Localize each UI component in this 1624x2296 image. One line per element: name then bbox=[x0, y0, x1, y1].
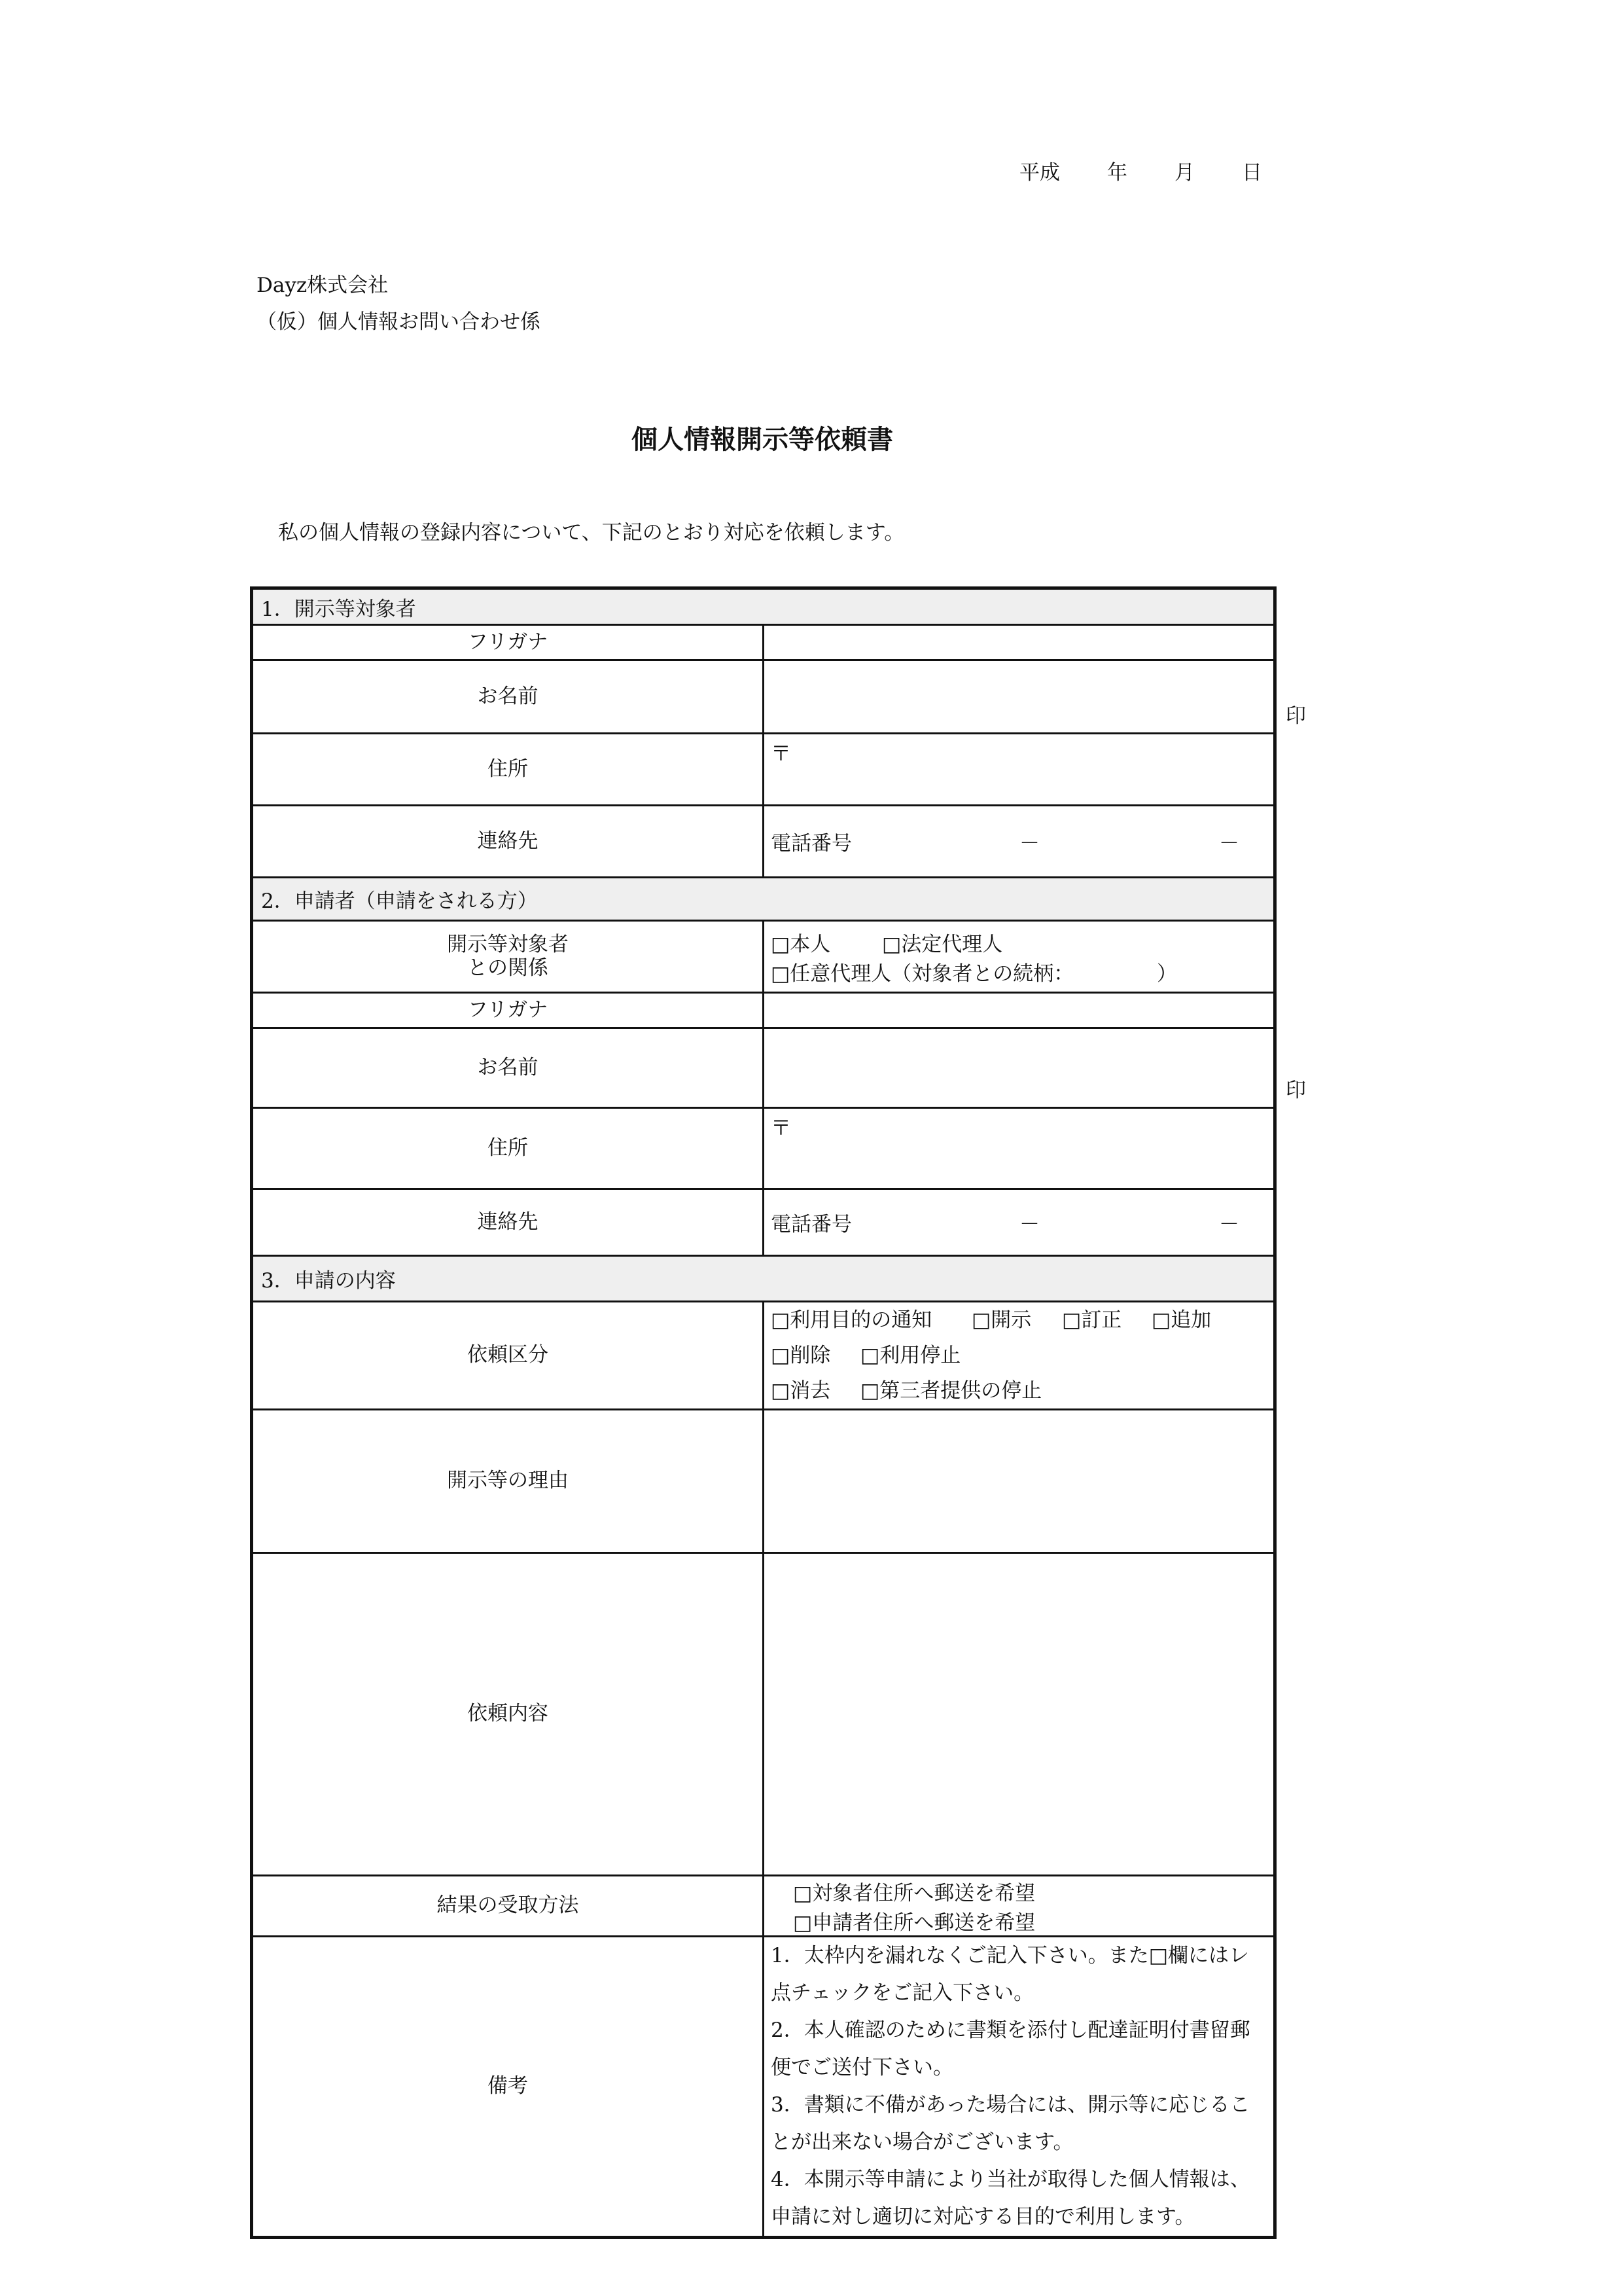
note-1: 1．太枠内を漏れなくご記入下さい。また□欄にはレ点チェックをご記入下さい。 bbox=[771, 1944, 1250, 2005]
applicant-furigana-label: フリガナ bbox=[252, 993, 764, 1028]
reason-label: 開示等の理由 bbox=[252, 1410, 764, 1553]
relation-row bbox=[252, 921, 1275, 993]
content-label: 依頼内容 bbox=[252, 1553, 764, 1876]
target-phone-label: 電話番号 bbox=[771, 832, 852, 855]
target-furigana-label: フリガナ bbox=[252, 625, 764, 660]
section-2-header bbox=[252, 878, 1275, 921]
company-name: Dayz株式会社 bbox=[256, 274, 389, 297]
reason-field[interactable] bbox=[764, 1410, 1275, 1553]
department-name: （仮）個人情報お問い合わせ係 bbox=[256, 310, 540, 334]
request-type-label: 依頼区分 bbox=[252, 1302, 764, 1410]
request-disclosure-checkbox[interactable]: □開示 bbox=[972, 1308, 1032, 1332]
target-phone-dash-1: － bbox=[1019, 832, 1040, 855]
request-third-party-stop-checkbox[interactable]: □第三者提供の停止 bbox=[860, 1379, 1042, 1403]
target-postal-mark: 〒 bbox=[771, 742, 791, 766]
applicant-furigana-field[interactable] bbox=[764, 993, 1275, 1028]
applicant-name-row bbox=[252, 1028, 1275, 1108]
relation-close-paren: ） bbox=[1157, 961, 1177, 986]
relation-label bbox=[252, 921, 764, 993]
request-options-line-1 bbox=[771, 1302, 1267, 1373]
receipt-applicant-address-checkbox[interactable]: □申請者住所へ郵送を希望 bbox=[793, 1911, 1036, 1935]
target-contact-label: 連絡先 bbox=[252, 806, 764, 878]
date-day: 日 bbox=[1242, 161, 1262, 185]
target-furigana-field[interactable] bbox=[764, 625, 1275, 660]
request-purpose-notice-checkbox[interactable]: □利用目的の通知 bbox=[771, 1308, 932, 1332]
note-3: 3．書類に不備があった場合には、開示等に応じることが出来ない場合がございます。 bbox=[771, 2093, 1250, 2154]
date-month: 月 bbox=[1174, 161, 1195, 185]
applicant-address-field[interactable] bbox=[764, 1108, 1275, 1189]
relation-options bbox=[764, 921, 1275, 993]
section-1-header bbox=[252, 588, 1275, 625]
intro-text: 私の個人情報の登録内容について、下記のとおり対応を依頼します。 bbox=[278, 521, 905, 545]
target-contact-field[interactable] bbox=[764, 806, 1275, 878]
note-4: 4．本開示等申請により当社が取得した個人情報は、申請に対し適切に対応する目的で利用します。 bbox=[771, 2168, 1250, 2229]
request-correction-checkbox[interactable]: □訂正 bbox=[1062, 1308, 1122, 1332]
target-address-row bbox=[252, 734, 1275, 806]
request-type-options bbox=[764, 1302, 1275, 1410]
content-row bbox=[252, 1553, 1275, 1876]
applicant-furigana-row bbox=[252, 993, 1275, 1028]
applicant-address-row bbox=[252, 1108, 1275, 1189]
section-2-heading: 2．申請者（申請をされる方） bbox=[252, 878, 1275, 921]
applicant-contact-label: 連絡先 bbox=[252, 1189, 764, 1256]
receipt-method-row bbox=[252, 1876, 1275, 1937]
applicant-name-field[interactable] bbox=[764, 1028, 1306, 1108]
target-address-label: 住所 bbox=[252, 734, 764, 806]
applicant-phone-dash-1: － bbox=[1019, 1213, 1040, 1236]
section-3-header bbox=[252, 1256, 1275, 1302]
target-seal-mark: 印 bbox=[1286, 704, 1306, 728]
target-phone-dash-2: － bbox=[1219, 832, 1239, 855]
notes-content bbox=[764, 1937, 1275, 2238]
section-1-heading: 1．開示等対象者 bbox=[252, 588, 1275, 625]
date-era: 平成 bbox=[1019, 161, 1060, 185]
applicant-name-label: お名前 bbox=[252, 1028, 764, 1108]
relation-legal-checkbox[interactable]: □法定代理人 bbox=[882, 932, 1003, 956]
note-2: 2．本人確認のために書類を添付し配達証明付書留郵便でご送付下さい。 bbox=[771, 2018, 1250, 2079]
reason-row bbox=[252, 1410, 1275, 1553]
applicant-phone-label: 電話番号 bbox=[771, 1213, 852, 1236]
applicant-phone-dash-2: － bbox=[1219, 1213, 1239, 1236]
relation-self-checkbox[interactable]: □本人 bbox=[771, 932, 831, 956]
notes-row bbox=[252, 1937, 1275, 2238]
content-field[interactable] bbox=[764, 1553, 1275, 1876]
applicant-contact-field[interactable] bbox=[764, 1189, 1275, 1256]
relation-voluntary-checkbox[interactable]: □任意代理人（対象者との続柄： bbox=[771, 961, 1074, 986]
applicant-address-label: 住所 bbox=[252, 1108, 764, 1189]
request-suspension-checkbox[interactable]: □利用停止 bbox=[860, 1344, 961, 1367]
target-name-row bbox=[252, 660, 1275, 734]
section-3-heading: 3．申請の内容 bbox=[252, 1256, 1275, 1302]
request-options-line-2 bbox=[771, 1373, 1267, 1408]
request-erasure-checkbox[interactable]: □消去 bbox=[771, 1379, 831, 1403]
target-furigana-row bbox=[252, 625, 1275, 660]
request-addition-checkbox[interactable]: □追加 bbox=[1152, 1308, 1212, 1332]
target-name-label: お名前 bbox=[252, 660, 764, 734]
relation-label-line-1: 開示等対象者 bbox=[447, 932, 569, 956]
target-contact-row bbox=[252, 806, 1275, 878]
request-deletion-checkbox[interactable]: □削除 bbox=[771, 1344, 831, 1367]
receipt-method-options bbox=[764, 1876, 1275, 1937]
request-form-table bbox=[250, 586, 1306, 2239]
receipt-target-address-checkbox[interactable]: □対象者住所へ郵送を希望 bbox=[793, 1882, 1036, 1905]
applicant-postal-mark: 〒 bbox=[771, 1117, 791, 1140]
applicant-contact-row bbox=[252, 1189, 1275, 1256]
date-year: 年 bbox=[1107, 161, 1127, 185]
target-address-field[interactable] bbox=[764, 734, 1275, 806]
request-type-row bbox=[252, 1302, 1275, 1410]
document-title: 個人情報開示等依頼書 bbox=[631, 424, 893, 455]
target-name-field[interactable] bbox=[764, 660, 1306, 734]
notes-label: 備考 bbox=[252, 1937, 764, 2238]
receipt-method-label: 結果の受取方法 bbox=[252, 1876, 764, 1937]
relation-label-line-2: との関係 bbox=[467, 956, 548, 980]
applicant-seal-mark: 印 bbox=[1286, 1079, 1306, 1102]
